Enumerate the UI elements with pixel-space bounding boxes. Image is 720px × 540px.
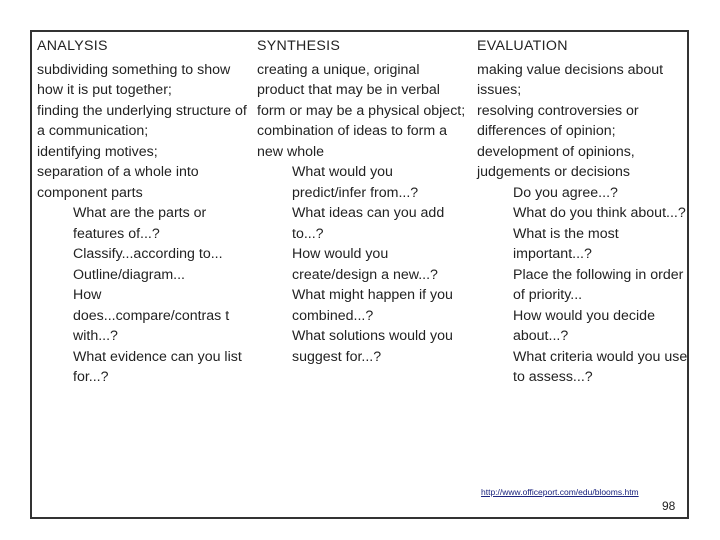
synthesis-column [257, 36, 467, 367]
synthesis-question: What ideas can you add to...? [292, 205, 445, 242]
analysis-item: subdividing something to show how it is put together; [37, 61, 231, 98]
evaluation-question: How would you decide about...? [513, 307, 655, 344]
synthesis-item: creating a unique, original product that may be in verbal form or may be a physical object; [257, 61, 466, 119]
evaluation-question: What criteria would you use to assess...? [513, 348, 688, 385]
analysis-item: finding the underlying structure of a communication; [37, 102, 247, 139]
analysis-question: Classify...according to... [73, 246, 223, 262]
evaluation-column [477, 36, 689, 388]
synthesis-question: What solutions would you suggest for...? [292, 328, 453, 365]
evaluation-question: What do you think about...? [513, 205, 686, 221]
analysis-question: How does...compare/contras t with...? [73, 287, 230, 344]
analysis-column [37, 36, 249, 388]
evaluation-question: What is the most important...? [513, 225, 619, 262]
slide-frame [30, 30, 689, 519]
evaluation-item: development of opinions, judgements or decisions [477, 143, 635, 180]
analysis-question: What are the parts or features of...? [73, 205, 207, 242]
synthesis-heading: SYNTHESIS [257, 38, 341, 54]
analysis-heading: ANALYSIS [37, 38, 108, 54]
evaluation-question: Do you agree...? [513, 184, 618, 201]
analysis-question: What evidence can you list for...? [73, 348, 242, 385]
synthesis-question: How would you create/design a new...? [292, 246, 438, 283]
analysis-item: identifying motives; [37, 143, 158, 160]
synthesis-question: What would you predict/infer from...? [292, 164, 419, 201]
evaluation-heading: EVALUATION [477, 38, 568, 54]
synthesis-question: What might happen if you combined...? [292, 287, 453, 324]
analysis-question: Outline/diagram... [73, 266, 185, 283]
evaluation-question: Place the following in order of priority... [513, 266, 684, 303]
page-number: 98 [662, 499, 676, 513]
evaluation-item: resolving controversies or differences of opinion; [477, 102, 639, 139]
evaluation-item: making value decisions about issues; [477, 61, 664, 98]
synthesis-item: combination of ideas to form a new whole [257, 123, 448, 160]
source-link[interactable]: http://www.officeport.com/edu/blooms.htm [481, 487, 639, 497]
analysis-item: separation of a whole into component parts [37, 164, 199, 201]
